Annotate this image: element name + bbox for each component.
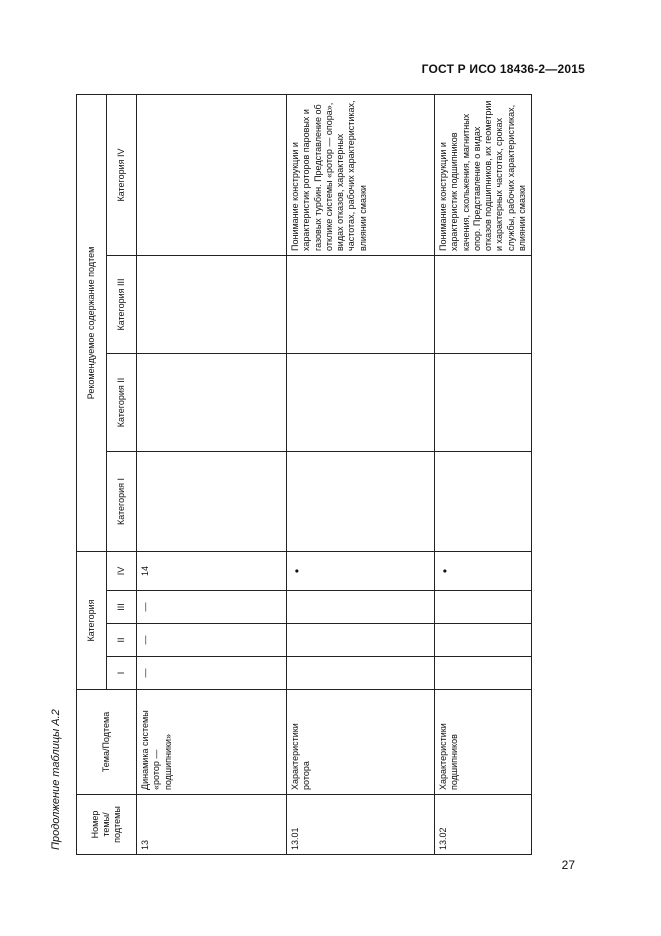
row-content-i: [287, 451, 435, 551]
header-cat-ii: II: [107, 624, 137, 657]
header-content-ii: Категория II: [107, 353, 137, 451]
row-number: 13.02: [435, 795, 532, 855]
row-cat-iv: •: [435, 551, 532, 590]
row-cat-ii: —: [137, 624, 287, 657]
row-cat-i: [435, 657, 532, 690]
row-content-iv: Понимание конструкции и характеристик роторов паровых и газовых турбин. Представление об отклике системы «ротор — опора», видах отказов, характерных частотах, рабочих характеристиках, влиянии смазки: [287, 94, 435, 255]
row-cat-iv: •: [287, 551, 435, 590]
table-row: [435, 94, 532, 854]
row-cat-ii: [287, 624, 435, 657]
row-topic: Характеристики подшипников: [435, 690, 532, 795]
page-number: 27: [561, 858, 575, 872]
document-header: ГОСТ Р ИСО 18436-2—2015: [421, 62, 585, 76]
row-content-ii: [287, 353, 435, 451]
row-cat-ii: [435, 624, 532, 657]
header-topic: Тема/Подтема: [77, 690, 137, 795]
header-content-iii: Категория III: [107, 255, 137, 353]
row-cat-i: —: [137, 657, 287, 690]
row-number: 13.01: [287, 795, 435, 855]
row-content-ii: [435, 353, 532, 451]
header-content-i: Категория I: [107, 451, 137, 551]
header-number: Номер темы/ подтемы: [77, 795, 137, 855]
row-number: 13: [137, 795, 287, 855]
row-cat-iv: 14: [137, 551, 287, 590]
header-content-iv: Категория IV: [107, 94, 137, 255]
row-content-iii: [137, 255, 287, 353]
row-content-i: [435, 451, 532, 551]
table-row: [287, 94, 435, 854]
table-row: [137, 94, 287, 854]
row-cat-iii: [287, 591, 435, 624]
row-cat-iii: —: [137, 591, 287, 624]
header-category: Категория: [77, 551, 107, 689]
header-cat-iv: IV: [107, 551, 137, 590]
table-continuation-caption: Продолжение таблицы А.2: [50, 709, 62, 850]
row-topic: Динамика системы «ротор — подшипники»: [137, 690, 287, 795]
row-topic: Характеристики ротора: [287, 690, 435, 795]
row-cat-i: [287, 657, 435, 690]
row-content-iv: Понимание конструкции и характеристик подшипников качения, скольжения, магнитных опор. Представление о видах отказов подшипников, их геометрии и характерных частотах, сроках службы, рабочих характеристиках, влиянии смазки: [435, 94, 532, 255]
row-content-iii: [287, 255, 435, 353]
row-content-i: [137, 451, 287, 551]
row-content-iv: [137, 94, 287, 255]
row-cat-iii: [435, 591, 532, 624]
row-content-iii: [435, 255, 532, 353]
rotated-table-container: [76, 95, 526, 855]
header-content: Рекомендуемое содержание подтем: [77, 94, 107, 551]
header-cat-iii: III: [107, 591, 137, 624]
row-content-ii: [137, 353, 287, 451]
topics-table: [76, 94, 532, 855]
header-cat-i: I: [107, 657, 137, 690]
